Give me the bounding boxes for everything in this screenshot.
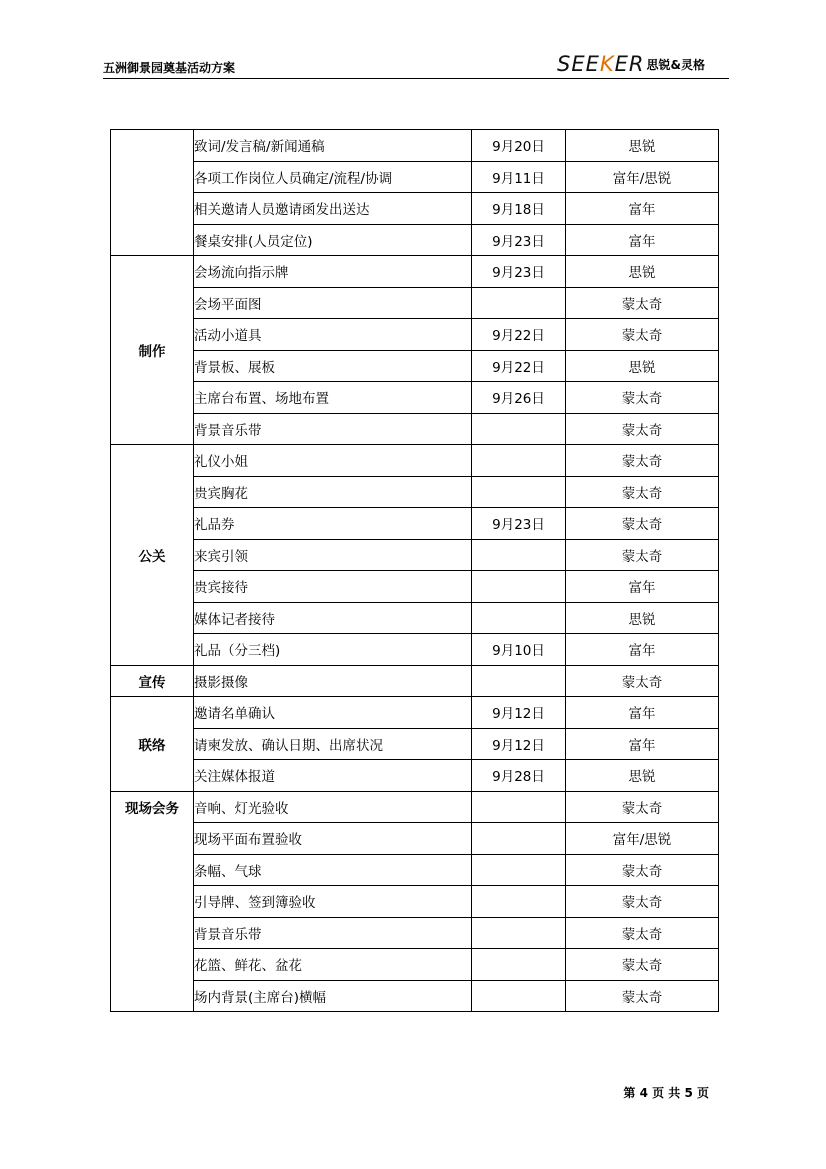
task-cell: 活动小道具 <box>194 319 472 351</box>
date-cell: 9月22日 <box>472 319 566 351</box>
owner-cell: 蒙太奇 <box>566 665 719 697</box>
owner-cell: 蒙太奇 <box>566 539 719 571</box>
date-cell <box>472 287 566 319</box>
date-cell <box>472 949 566 981</box>
task-cell: 现场平面布置验收 <box>194 823 472 855</box>
task-cell: 会场平面图 <box>194 287 472 319</box>
table-row <box>111 854 719 886</box>
owner-cell: 蒙太奇 <box>566 854 719 886</box>
table-row <box>111 791 719 823</box>
owner-cell: 富年 <box>566 193 719 225</box>
owner-cell: 富年 <box>566 697 719 729</box>
task-cell: 场内背景(主席台)横幅 <box>194 980 472 1012</box>
table-row <box>111 886 719 918</box>
owner-cell: 富年 <box>566 571 719 603</box>
table-row <box>111 161 719 193</box>
seeker-logo <box>557 52 705 76</box>
date-cell <box>472 917 566 949</box>
task-cell: 花篮、鲜花、盆花 <box>194 949 472 981</box>
table-row <box>111 224 719 256</box>
date-cell <box>472 665 566 697</box>
category-cell: 公关 <box>111 445 194 666</box>
task-cell: 摄影摄像 <box>194 665 472 697</box>
date-cell: 9月12日 <box>472 728 566 760</box>
table-row <box>111 287 719 319</box>
date-cell: 9月28日 <box>472 760 566 792</box>
owner-cell: 思锐 <box>566 602 719 634</box>
date-cell: 9月23日 <box>472 256 566 288</box>
task-cell: 音响、灯光验收 <box>194 791 472 823</box>
date-cell <box>472 791 566 823</box>
table-row <box>111 256 719 288</box>
task-cell: 各项工作岗位人员确定/流程/协调 <box>194 161 472 193</box>
table-row <box>111 382 719 414</box>
owner-cell: 蒙太奇 <box>566 476 719 508</box>
date-cell <box>472 886 566 918</box>
task-cell: 礼品券 <box>194 508 472 540</box>
table-row <box>111 193 719 225</box>
task-cell: 关注媒体报道 <box>194 760 472 792</box>
owner-cell: 富年 <box>566 224 719 256</box>
owner-cell: 富年/思锐 <box>566 823 719 855</box>
category-cell: 现场会务 <box>111 791 194 1012</box>
task-cell: 餐桌安排(人员定位) <box>194 224 472 256</box>
date-cell <box>472 476 566 508</box>
owner-cell: 蒙太奇 <box>566 319 719 351</box>
logo-wordmark: SEEKER <box>557 52 645 76</box>
owner-cell: 思锐 <box>566 256 719 288</box>
date-cell <box>472 571 566 603</box>
task-cell: 贵宾胸花 <box>194 476 472 508</box>
owner-cell: 富年 <box>566 728 719 760</box>
date-cell: 9月22日 <box>472 350 566 382</box>
date-cell <box>472 602 566 634</box>
category-cell <box>111 130 194 256</box>
table-row <box>111 980 719 1012</box>
owner-cell: 富年/思锐 <box>566 161 719 193</box>
date-cell: 9月12日 <box>472 697 566 729</box>
table-row <box>111 602 719 634</box>
task-cell: 媒体记者接待 <box>194 602 472 634</box>
table-row <box>111 728 719 760</box>
owner-cell: 思锐 <box>566 760 719 792</box>
task-cell: 相关邀请人员邀请函发出送达 <box>194 193 472 225</box>
table-row <box>111 917 719 949</box>
date-cell: 9月10日 <box>472 634 566 666</box>
owner-cell: 蒙太奇 <box>566 445 719 477</box>
date-cell <box>472 980 566 1012</box>
date-cell <box>472 413 566 445</box>
table-row <box>111 413 719 445</box>
owner-cell: 蒙太奇 <box>566 886 719 918</box>
table-row <box>111 665 719 697</box>
owner-cell: 蒙太奇 <box>566 382 719 414</box>
logo-company-name: 思锐&灵格 <box>646 58 705 72</box>
task-cell: 来宾引领 <box>194 539 472 571</box>
category-cell: 宣传 <box>111 665 194 697</box>
owner-cell: 蒙太奇 <box>566 413 719 445</box>
task-cell: 背景音乐带 <box>194 413 472 445</box>
owner-cell: 蒙太奇 <box>566 949 719 981</box>
task-cell: 条幅、气球 <box>194 854 472 886</box>
table-row <box>111 949 719 981</box>
owner-cell: 思锐 <box>566 130 719 162</box>
date-cell <box>472 445 566 477</box>
activity-plan-table <box>110 129 719 1012</box>
table-row <box>111 539 719 571</box>
table-row <box>111 823 719 855</box>
task-cell: 贵宾接待 <box>194 571 472 603</box>
task-cell: 主席台布置、场地布置 <box>194 382 472 414</box>
owner-cell: 富年 <box>566 634 719 666</box>
owner-cell: 蒙太奇 <box>566 287 719 319</box>
owner-cell: 蒙太奇 <box>566 980 719 1012</box>
table-row <box>111 760 719 792</box>
task-cell: 会场流向指示牌 <box>194 256 472 288</box>
date-cell <box>472 539 566 571</box>
owner-cell: 蒙太奇 <box>566 508 719 540</box>
page-number: 第 4 页 共 5 页 <box>623 1086 709 1100</box>
date-cell: 9月23日 <box>472 224 566 256</box>
task-cell: 背景音乐带 <box>194 917 472 949</box>
task-cell: 请柬发放、确认日期、出席状况 <box>194 728 472 760</box>
table-row <box>111 634 719 666</box>
page-header <box>103 52 729 79</box>
document-title: 五洲御景园奠基活动方案 <box>103 61 236 75</box>
table-row <box>111 697 719 729</box>
table-row <box>111 445 719 477</box>
task-cell: 引导牌、签到簿验收 <box>194 886 472 918</box>
date-cell <box>472 854 566 886</box>
table-row <box>111 508 719 540</box>
date-cell: 9月18日 <box>472 193 566 225</box>
date-cell: 9月23日 <box>472 508 566 540</box>
date-cell: 9月20日 <box>472 130 566 162</box>
category-cell: 制作 <box>111 256 194 445</box>
owner-cell: 蒙太奇 <box>566 917 719 949</box>
owner-cell: 蒙太奇 <box>566 791 719 823</box>
table-row <box>111 350 719 382</box>
date-cell <box>472 823 566 855</box>
category-cell: 联络 <box>111 697 194 792</box>
table-row <box>111 130 719 162</box>
table-row <box>111 571 719 603</box>
task-cell: 礼仪小姐 <box>194 445 472 477</box>
date-cell: 9月11日 <box>472 161 566 193</box>
date-cell: 9月26日 <box>472 382 566 414</box>
task-cell: 礼品（分三档) <box>194 634 472 666</box>
owner-cell: 思锐 <box>566 350 719 382</box>
task-cell: 背景板、展板 <box>194 350 472 382</box>
task-cell: 致词/发言稿/新闻通稿 <box>194 130 472 162</box>
table-row <box>111 476 719 508</box>
table-row <box>111 319 719 351</box>
task-cell: 邀请名单确认 <box>194 697 472 729</box>
